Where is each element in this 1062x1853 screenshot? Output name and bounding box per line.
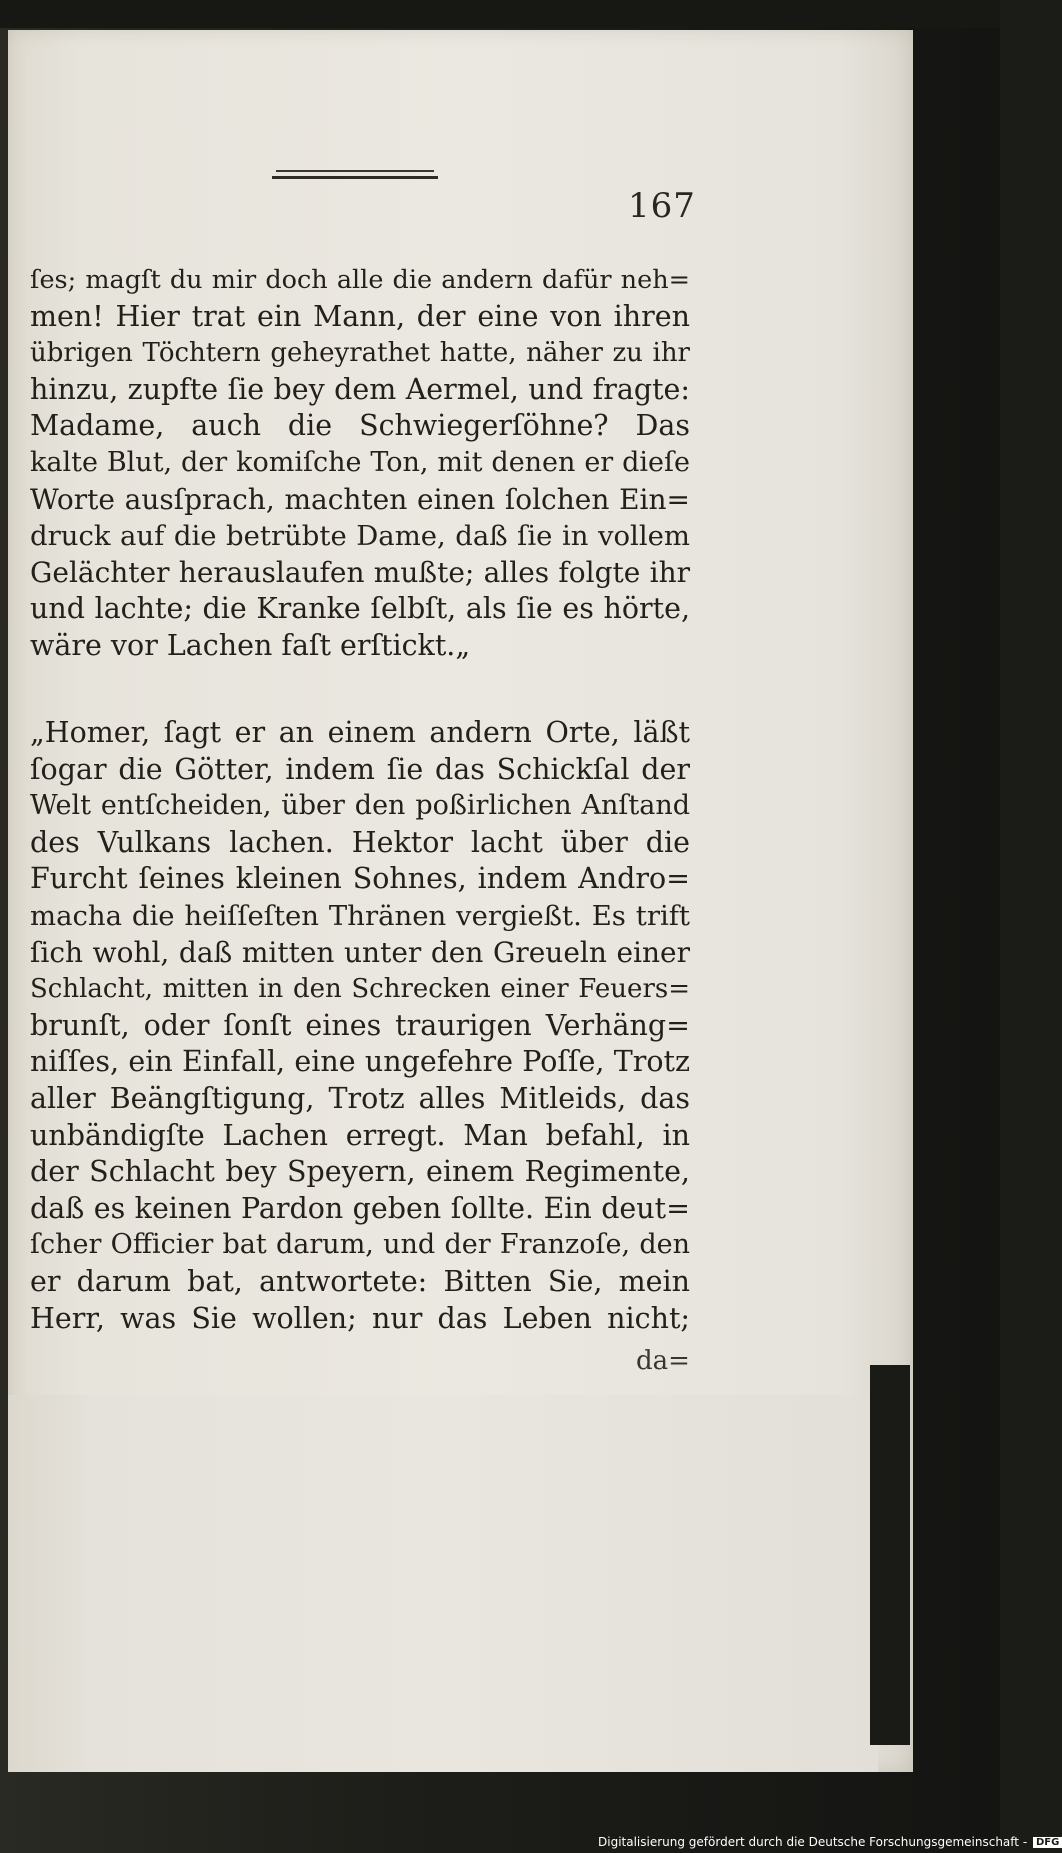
- text-line: Herr, was Sie wollen; nur das Leben nicht;: [30, 1301, 690, 1335]
- text-line: druck auf die betrübte Dame, daß ſie in vollem: [30, 520, 690, 553]
- scan-top-border: [0, 0, 1000, 28]
- header-rule-thin-line: [276, 170, 434, 172]
- text-line: des Vulkans lachen. Hektor lacht über die: [30, 825, 690, 859]
- text-line: wäre vor Lachen faſt erſtickt.„: [30, 628, 471, 662]
- paragraph-2: [30, 715, 690, 1337]
- credit-text: Digitalisierung gefördert durch die Deutsche Forschungsgemeinschaft -: [598, 1835, 1028, 1849]
- text-line: Madame, auch die Schwiegerſöhne? Das: [30, 409, 690, 443]
- text-line: er darum bat, antwortete: Bitten Sie, mein: [30, 1264, 690, 1298]
- text-line: hinzu, zupfte ſie bey dem Aermel, und fragte:: [30, 372, 690, 406]
- page-lower-area: [8, 1395, 878, 1772]
- text-line: macha die heiſſeſten Thränen vergießt. Es trift: [30, 899, 690, 932]
- text-line: Worte ausſprach, machten einen ſolchen Ein=: [30, 482, 690, 516]
- text-line: ſich wohl, daß mitten unter den Greueln einer: [30, 935, 690, 969]
- text-line: brunſt, oder ſonſt eines traurigen Verhäng=: [30, 1008, 690, 1042]
- text-line: der Schlacht bey Speyern, einem Regimente,: [30, 1155, 690, 1189]
- text-line: daß es keinen Pardon geben ſollte. Ein deut=: [30, 1191, 690, 1225]
- text-line: men! Hier trat ein Mann, der eine von ihren: [30, 299, 690, 333]
- text-line: niſſes, ein Einfall, eine ungefehre Poſſe, Trotz: [30, 1045, 690, 1079]
- paragraph-1: [30, 262, 690, 665]
- dfg-logo: DFG: [1033, 1837, 1062, 1848]
- text-line: unbändigſte Lachen erregt. Man befahl, in: [30, 1118, 690, 1152]
- header-ornament-rule: [272, 168, 438, 182]
- text-line: kalte Blut, der komiſche Ton, mit denen er dieſe: [30, 446, 690, 478]
- text-line: ſcher Officier bat darum, und der Franzoſe, den: [30, 1229, 690, 1261]
- header-rule-thick-line: [272, 176, 438, 179]
- text-line: Gelächter herauslaufen mußte; alles folgte ihr: [30, 555, 690, 589]
- page-number: 167: [628, 186, 696, 226]
- text-line: aller Beängſtigung, Trotz alles Mitleids, das: [30, 1081, 690, 1115]
- text-line: Furcht ſeines kleinen Sohnes, indem Andro=: [30, 862, 690, 896]
- text-line: ſogar die Götter, indem ſie das Schickſal der: [30, 752, 690, 786]
- text-line: ſes; magſt du mir doch alle die andern dafür neh=: [30, 265, 690, 295]
- page-edge-shadow: [870, 1365, 910, 1745]
- text-line: „Homer, ſagt er an einem andern Orte, läßt: [30, 716, 690, 749]
- text-line: Welt entſcheiden, über den poßirlichen Anſtand: [30, 790, 690, 822]
- text-line: und lachte; die Kranke ſelbſt, als ſie es hörte,: [30, 592, 690, 626]
- text-line: übrigen Töchtern geheyrathet hatte, näher zu ihr: [30, 338, 690, 369]
- digitization-credit: [598, 1835, 1062, 1849]
- catchword: da=: [636, 1346, 690, 1376]
- text-line: Schlacht, mitten in den Schrecken einer Feuers=: [30, 974, 690, 1005]
